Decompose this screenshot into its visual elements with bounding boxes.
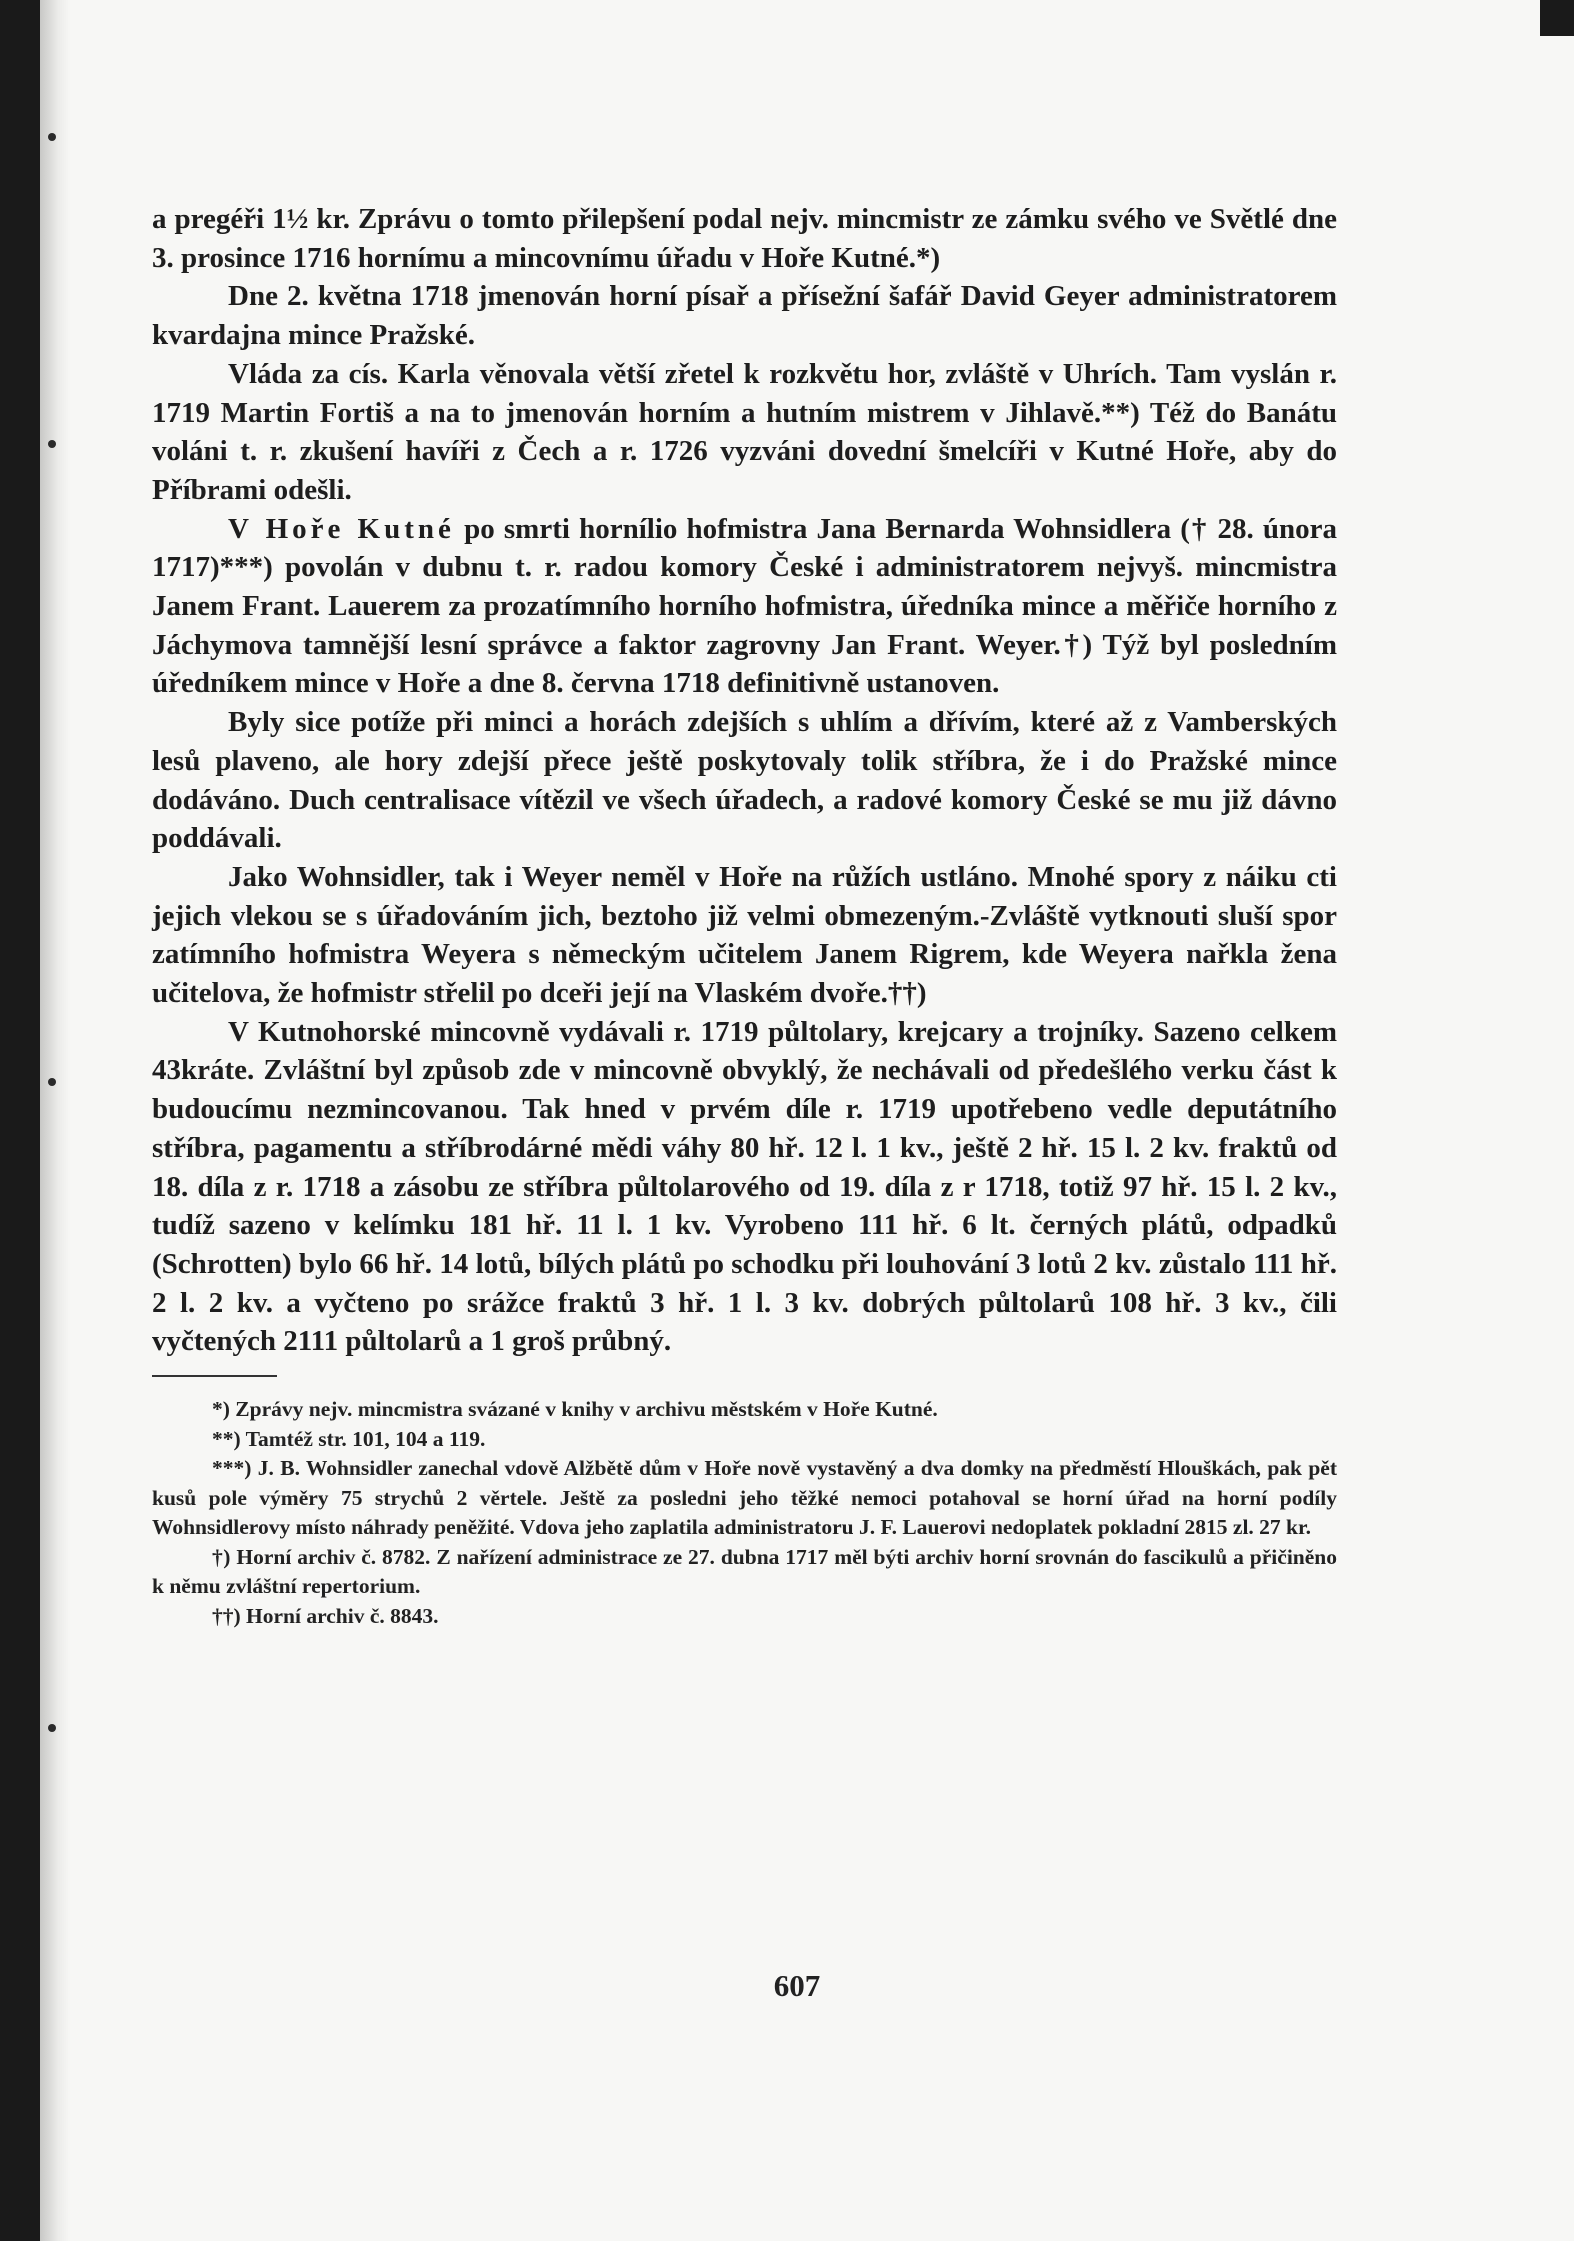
binding-dot	[48, 440, 56, 448]
page-number-text: 607	[773, 1968, 821, 2003]
page-content	[152, 200, 1337, 1631]
paragraph-3: Vláda za cís. Karla věnovala větší zřetel k rozkvětu hor, zvláště v Uhrích. Tam vyslán r. 1719 Martin Fortiš a na to jmenován horním a hutním mistrem v Jihlavě.**) Též do Banátu voláni t. r. zkušení havíři z Čech a r. 1726 vyzváni dovední šmelcíři v Kutné Hoře, aby do Příbrami odešli.	[152, 357, 1337, 506]
binding-dot	[48, 133, 56, 141]
paragraph-4-text: po smrti hornílio hofmistra Jana Bernarda Wohnsidlera († 28. února 1717)***) povolán v dubnu t. r. radou komory České i administratorem nejvyš. mincmistra Janem Frant. Lauerem za prozatímního horního hofmistra, úředníka mince a měřiče horního z Jáchymova tamnější lesní správce a faktor zagrovny Jan Frant. Weyer.†) Týž byl posledním úředníkem mince v Hoře a dne 8. června 1718 definitivně ustanoven.	[152, 512, 1337, 700]
page-number	[0, 1968, 1574, 2004]
paragraph-7: V Kutnohorské mincovně vydávali r. 1719 půltolary, krejcary a trojníky. Sazeno celkem 43kráte. Zvláštní byl způsob zde v mincovně obvyklý, že nechávali od předešlého verku část k budoucímu nezmincovanou. Tak hned v prvém díle r. 1719 upotřebeno vedle deputátního stříbra, pagamentu a stříbrodárné mědi váhy 80 hř. 12 l. 1 kv., ještě 2 hř. 15 l. 2 kv. fraktů od 18. díla z r. 1718 a zásobu ze stříbra půltolarového od 19. díla z r 1718, totiž 97 hř. 15 l. 2 kv., tudíž sazeno v kelímku 181 hř. 11 l. 1 kv. Vyrobeno 111 hř. 6 lt. černých plátů, odpadků (Schrotten) bylo 66 hř. 14 lotů, bílých plátů po schodku při louhování 3 lotů 2 kv. zůstalo 111 hř. 2 l. 2 kv. a vyčteno po srážce fraktů 3 hř. 1 l. 3 kv. dobrých půltolarů 108 hř. 3 kv., čili vyčtených 2111 půltolarů a 1 groš průbný.	[152, 1015, 1337, 1358]
footnote-2: **) Tamtéž str. 101, 104 a 119.	[212, 1426, 486, 1451]
spaced-lead: V Hoře Kutné	[228, 512, 455, 545]
binding-edge	[40, 0, 70, 2241]
footnote-1: *) Zprávy nejv. mincmistra svázané v knihy v archivu městském v Hoře Kutné.	[212, 1397, 938, 1422]
footnote-4: †) Horní archiv č. 8782. Z nařízení administrace ze 27. dubna 1717 měl býti archiv horní srovnán do fascikulů a přičiněno k němu zvláštní repertorium.	[152, 1544, 1337, 1599]
paragraph-1: a pregéři 1½ kr. Zprávu o tomto přilepšení podal nejv. mincmistr ze zámku svého ve Světlé dne 3. prosince 1716 hornímu a mincovnímu úřadu v Hoře Kutné.*)	[152, 203, 1337, 274]
footnote-rule	[152, 1375, 277, 1377]
paragraph-5: Byly sice potíže při minci a horách zdejších s uhlím a dřívím, které až z Vamberských lesů plaveno, ale hory zdejší přece ještě poskytovaly tolik stříbra, že i do Pražské mince dodáváno. Duch centralisace vítězil ve všech úřadech, a radové komory České se mu již dávno poddávali.	[152, 706, 1337, 855]
footnote-5: ††) Horní archiv č. 8843.	[212, 1603, 439, 1628]
scan-corner	[1540, 0, 1574, 36]
paragraph-2: Dne 2. května 1718 jmenován horní písař a přísežní šafář David Geyer administratorem kvardajna mince Pražské.	[152, 280, 1337, 352]
footnote-3: ***) J. B. Wohnsidler zanechal vdově Alžbětě dům v Hoře nově vystavěný a dva domky na předměstí Hlouškách, pak pět kusů pole výměry 75 strychů 2 věrtele. Ještě za posledni jeho těžké nemoci potahoval se horní úřad na horní podíly Wohnsidlerovy místo náhrady peněžité. Vdova jeho zaplatila administratoru J. F. Lauerovi nedoplatek pokladní 2815 zl. 27 kr.	[152, 1456, 1337, 1540]
body-text	[152, 200, 1337, 1361]
paragraph-6: Jako Wohnsidler, tak i Weyer neměl v Hoře na růžích ustláno. Mnohé spory z náiku cti jejich vlekou se s úřadováním jich, beztoho již velmi obmezeným.-Zvláště vytknouti sluší spor zatímního hofmistra Weyera s německým učitelem Janem Rigrem, kde Weyera nařkla žena učitelova, že hofmistr střelil po dceři její na Vlaském dvoře.††)	[152, 860, 1337, 1010]
binding-dot	[48, 1078, 56, 1086]
paragraph-4	[152, 510, 1337, 704]
binding-dot	[48, 1724, 56, 1732]
footnotes	[152, 1395, 1337, 1631]
